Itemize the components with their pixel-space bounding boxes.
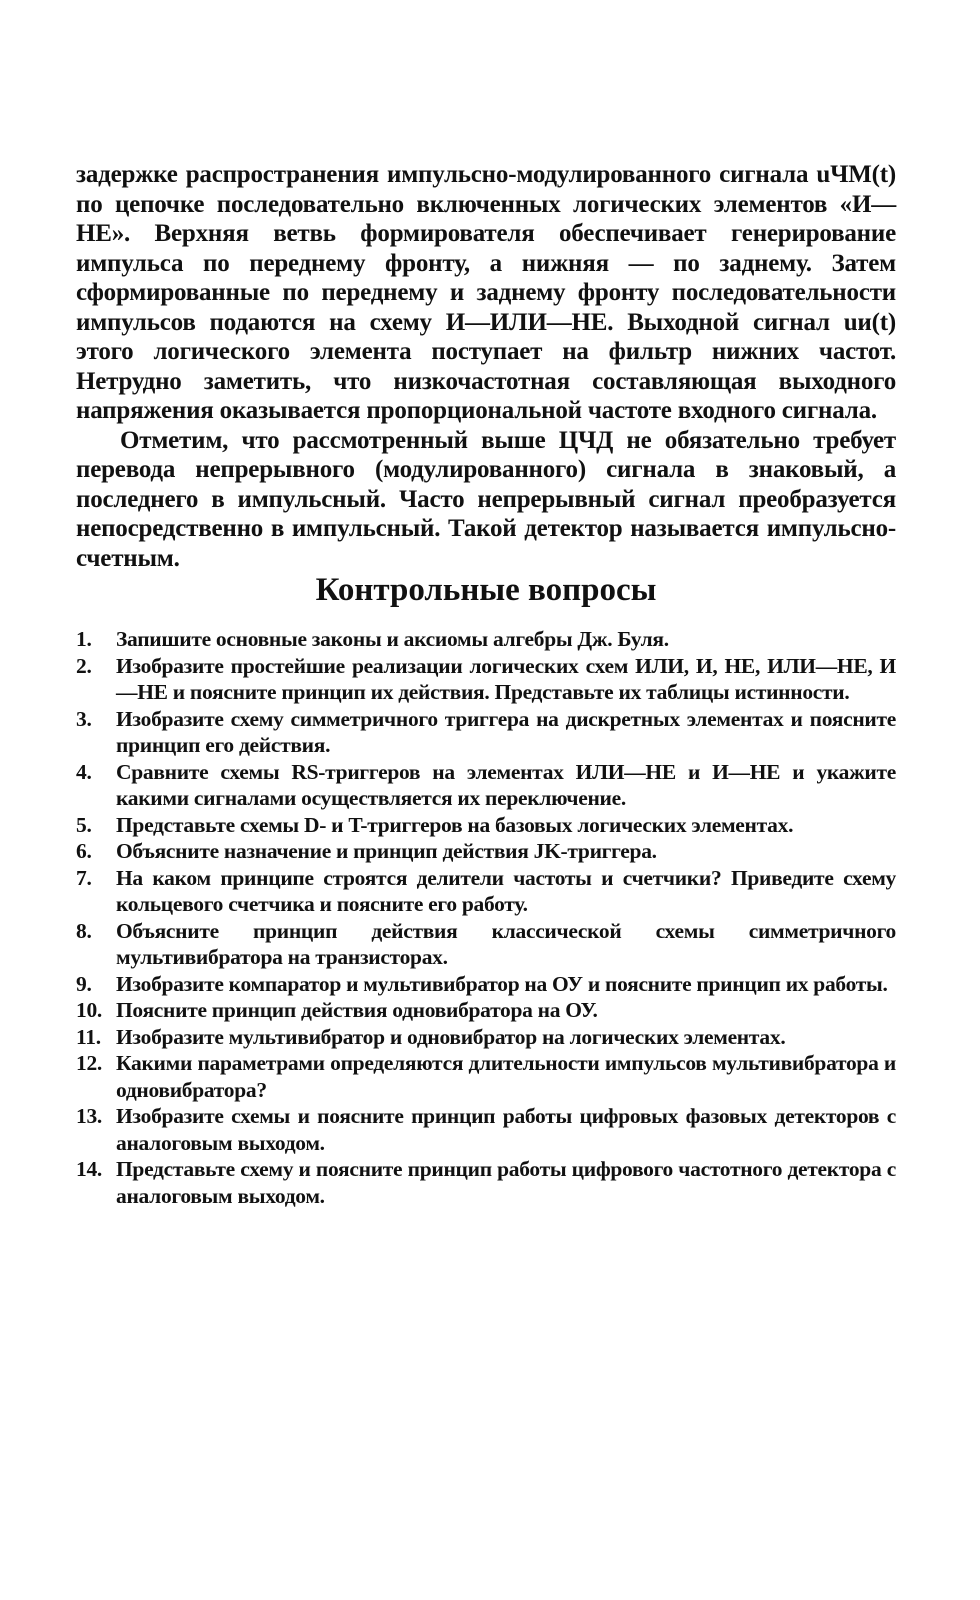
question-item: [76, 918, 896, 971]
question-item: [76, 759, 896, 812]
question-number: 8.: [76, 918, 92, 943]
question-text: Изобразите простейшие реализации логических схем ИЛИ, И, НЕ, ИЛИ—НЕ, И—НЕ и поясните принцип их действия. Представьте их таблицы истинности.: [116, 653, 896, 704]
question-text: Изобразите мультивибратор и одновибратор на логических элементах.: [116, 1024, 786, 1049]
question-text: Запишите основные законы и аксиомы алгебры Дж. Буля.: [116, 627, 669, 651]
question-number: 3.: [76, 706, 92, 731]
question-item: [76, 626, 896, 653]
question-text: Поясните принцип действия одновибратора на ОУ.: [116, 998, 598, 1022]
question-number: 4.: [76, 759, 92, 784]
question-number: 11.: [76, 1024, 101, 1049]
question-number: 13.: [76, 1104, 102, 1128]
question-item: [76, 971, 896, 998]
question-text: Представьте схему и поясните принцип работы цифрового частотного детектора с аналоговым выходом.: [116, 1157, 896, 1208]
question-item: [76, 812, 896, 839]
question-item: [76, 1103, 896, 1156]
question-number: 7.: [76, 865, 92, 890]
questions-list: [76, 626, 896, 1209]
body-text: [76, 160, 896, 573]
question-text: Объясните принцип действия классической схемы симметричного мультивибратора на транзисторах.: [116, 918, 896, 969]
paragraph: задержке распространения импульсно-модулированного сигнала uЧМ(t) по цепочке последовательно включенных логических элементов «И—НЕ». Верхняя ветвь формирователя обеспечивает генерирование импульса по переднему фронту, а нижняя — по заднему. Затем сформированные по переднему и заднему фронту последовательности импульсов подаются на схему И—ИЛИ—НЕ. Выходной сигнал uи(t) этого логического элемента поступает на фильтр нижних частот. Нетрудно заметить, что низкочастотная составляющая выходного напряжения оказывается пропорциональной частоте входного сигнала.: [76, 161, 896, 424]
question-text: На каком принципе строятся делители частоты и счетчики? Приведите схему кольцевого счетчика и поясните его работу.: [116, 865, 896, 916]
question-number: 1.: [76, 627, 92, 651]
question-item: [76, 1024, 896, 1051]
paragraph: Отметим, что рассмотренный выше ЦЧД не обязательно требует перевода непрерывного (модулированного) сигнала в знаковый, а последнего в импульсный. Часто непрерывный сигнал преобразуется непосредственно в импульсный. Такой детектор называется импульсно-счетным.: [76, 426, 896, 572]
question-number: 2.: [76, 653, 92, 678]
question-item: [76, 997, 896, 1024]
question-text: Изобразите компаратор и мультивибратор на ОУ и поясните принцип их работы.: [116, 971, 888, 996]
question-number: 5.: [76, 812, 92, 837]
question-item: [76, 865, 896, 918]
question-number: 10.: [76, 998, 102, 1022]
question-text: Изобразите схемы и поясните принцип работы цифровых фазовых детекторов с аналоговым выходом.: [116, 1104, 896, 1155]
question-item: [76, 706, 896, 759]
question-text: Какими параметрами определяются длительности импульсов мультивибратора и одновибратора?: [116, 1051, 896, 1102]
section-heading: Контрольные вопросы: [315, 572, 657, 608]
question-number: 12.: [76, 1051, 102, 1075]
question-text: Представьте схемы D- и T-триггеров на базовых логических элементах.: [116, 812, 794, 837]
question-item: [76, 653, 896, 706]
question-number: 9.: [76, 971, 92, 996]
question-text: Изобразите схему симметричного триггера на дискретных элементах и поясните принцип его действия.: [116, 706, 896, 757]
question-item: [76, 1050, 896, 1103]
question-number: 6.: [76, 839, 92, 863]
question-number: 14.: [76, 1157, 102, 1181]
question-item: [76, 1156, 896, 1209]
question-text: Сравните схемы RS-триггеров на элементах ИЛИ—НЕ и И—НЕ и укажите какими сигналами осуществляется их переключение.: [116, 759, 896, 810]
question-item: [76, 838, 896, 865]
question-text: Объясните назначение и принцип действия JK-триггера.: [116, 839, 657, 863]
